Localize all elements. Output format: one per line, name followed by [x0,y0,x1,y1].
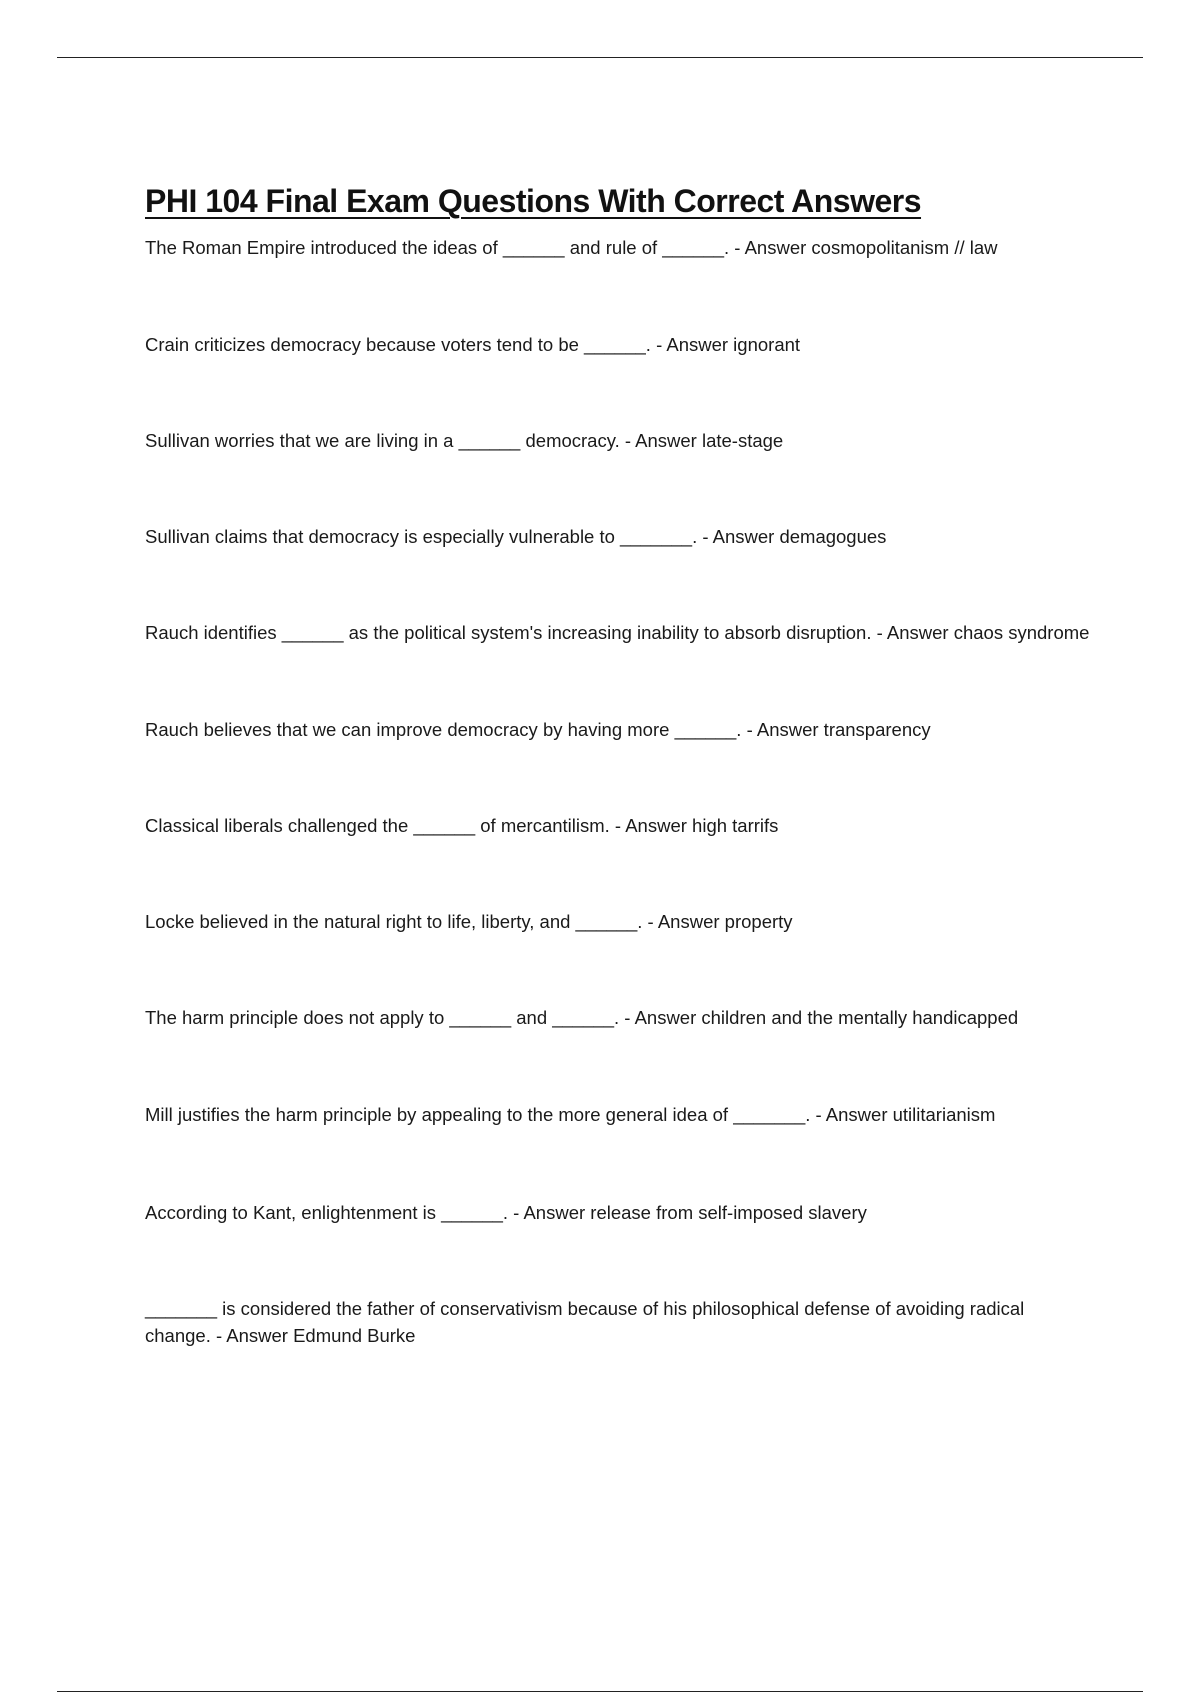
qa-item-2: Crain criticizes democracy because voters tend to be ______. - Answer ignorant [145,334,801,355]
qa-item-10: Mill justifies the harm principle by appealing to the more general idea of _______. - Answer utilitarianism [145,1104,996,1125]
qa-item-11: According to Kant, enlightenment is ______. - Answer release from self-imposed slavery [145,1202,867,1223]
qa-item-3: Sullivan worries that we are living in a ______ democracy. - Answer late-stage [145,430,784,451]
qa-item-5: Rauch identifies ______ as the political system's increasing inability to absorb disruption. - Answer chaos syndrome [145,622,1090,643]
qa-item-8: Locke believed in the natural right to life, liberty, and ______. - Answer property [145,911,793,932]
qa-item-1: The Roman Empire introduced the ideas of ______ and rule of ______. - Answer cosmopolitanism // law [145,237,998,258]
qa-item-4: Sullivan claims that democracy is especially vulnerable to _______. - Answer demagogues [145,526,887,547]
top-border-rule [57,57,1143,58]
document-title: PHI 104 Final Exam Questions With Correct Answers [145,183,922,219]
qa-item-7: Classical liberals challenged the ______ of mercantilism. - Answer high tarrifs [145,815,779,836]
qa-item-9: The harm principle does not apply to ______ and ______. - Answer children and the mentally handicapped [145,1007,1019,1028]
qa-item-12: _______ is considered the father of conservativism because of his philosophical defense of avoiding radical change. - Answer Edmund Burke [145,1298,1025,1346]
bottom-border-rule [57,1691,1143,1692]
qa-item-6: Rauch believes that we can improve democracy by having more ______. - Answer transparency [145,719,931,740]
document-body [145,180,1090,1349]
